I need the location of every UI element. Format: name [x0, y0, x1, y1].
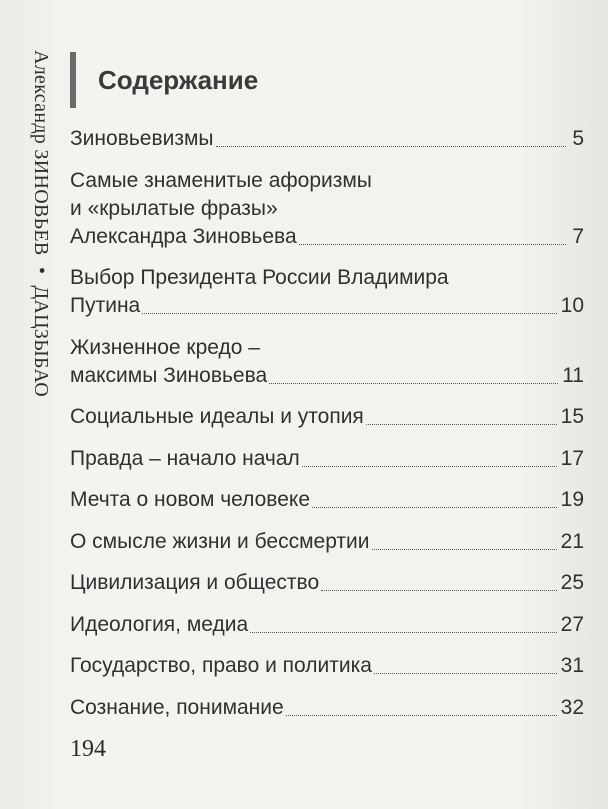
toc-entry-page-number: 27	[560, 612, 584, 636]
toc-entry-page-number: 15	[560, 405, 584, 428]
toc-entry-title-line: Мечта о новом человеке	[70, 488, 311, 511]
toc-entry-row	[70, 292, 584, 320]
toc-entry-title-line: Государство, право и политика	[70, 654, 372, 677]
dot-leader	[321, 590, 557, 591]
toc-entry-title-line: Идеология, медиа	[70, 612, 249, 636]
toc-entry-row	[70, 486, 584, 514]
toc-entry-row	[70, 694, 584, 722]
running-head-vertical	[22, 50, 52, 397]
toc-entry-title-line: Александра Зиновьева	[70, 224, 297, 248]
toc-entry-title-line: Цивилизация и общество	[70, 571, 320, 594]
dot-leader	[250, 632, 556, 633]
toc-entry-row	[70, 569, 584, 597]
heading-bar	[70, 52, 76, 108]
toc-entry-title-line: Правда – начало начал	[70, 446, 300, 470]
page-title: Содержание	[98, 64, 259, 95]
toc-entry-title-line: Сознание, понимание	[70, 695, 284, 719]
toc-entry	[70, 445, 584, 473]
dot-leader	[299, 244, 566, 245]
toc-entry-title-line: Путина	[70, 294, 141, 317]
toc-entry	[70, 403, 584, 431]
toc-entry-page-number: 19	[560, 488, 584, 511]
toc-entry	[70, 167, 584, 251]
toc-entry	[70, 264, 584, 320]
dot-leader	[142, 313, 556, 314]
toc-entry-page-number: 7	[572, 224, 584, 248]
toc-entry-page-number: 25	[560, 571, 584, 594]
toc-entry-row	[70, 528, 584, 556]
dot-leader	[374, 673, 557, 674]
toc-entry	[70, 611, 584, 639]
toc-entry-title-line: Самые знаменитые афоризмы	[70, 168, 372, 192]
toc-entry-page-number: 11	[562, 363, 584, 387]
dot-leader	[269, 383, 558, 384]
running-head-separator: •	[30, 266, 52, 275]
toc-entry-row	[70, 223, 584, 251]
toc-entry-row	[70, 611, 584, 639]
toc-entry-title-line: Социальные идеалы и утопия	[70, 405, 364, 428]
toc-entry-page-number: 31	[560, 654, 584, 677]
toc-header	[70, 52, 258, 108]
toc-entry-title-line: Жизненное кредо –	[70, 335, 260, 359]
toc-entry-title-line: максимы Зиновьева	[70, 363, 268, 387]
toc-entry-row	[70, 362, 584, 390]
toc-entry	[70, 486, 584, 514]
toc-entry-page-number: 5	[572, 127, 584, 150]
toc-entry	[70, 334, 584, 390]
dot-leader	[312, 507, 557, 508]
toc-entry-row	[70, 403, 584, 431]
toc-entry-row	[70, 125, 584, 153]
dot-leader	[366, 424, 557, 425]
table-of-contents	[70, 125, 584, 735]
toc-entry	[70, 528, 584, 556]
dot-leader	[286, 715, 557, 716]
toc-entry-title-line: Зиновьевизмы	[70, 127, 214, 150]
toc-entry-page-number: 32	[560, 695, 584, 719]
toc-entry-title-line: О смысле жизни и бессмертии	[70, 529, 370, 553]
dot-leader	[216, 146, 566, 147]
toc-entry-row	[70, 445, 584, 473]
dot-leader	[372, 549, 557, 550]
toc-entry-page-number: 17	[560, 446, 584, 470]
page-number: 194	[70, 736, 106, 762]
toc-entry-page-number: 21	[560, 529, 584, 553]
dot-leader	[302, 466, 557, 467]
running-head-author: Александр ЗИНОВЬЕВ	[30, 50, 52, 256]
toc-entry-row	[70, 652, 584, 680]
toc-entry	[70, 569, 584, 597]
toc-entry-title-line: Выбор Президента России Владимира	[70, 266, 449, 289]
toc-entry	[70, 652, 584, 680]
toc-entry	[70, 125, 584, 153]
running-head-book-title: ДАЦЗЫБАО	[30, 285, 52, 397]
toc-entry	[70, 694, 584, 722]
toc-entry-title-line: и «крылатые фразы»	[70, 196, 278, 220]
toc-entry-page-number: 10	[560, 294, 584, 317]
